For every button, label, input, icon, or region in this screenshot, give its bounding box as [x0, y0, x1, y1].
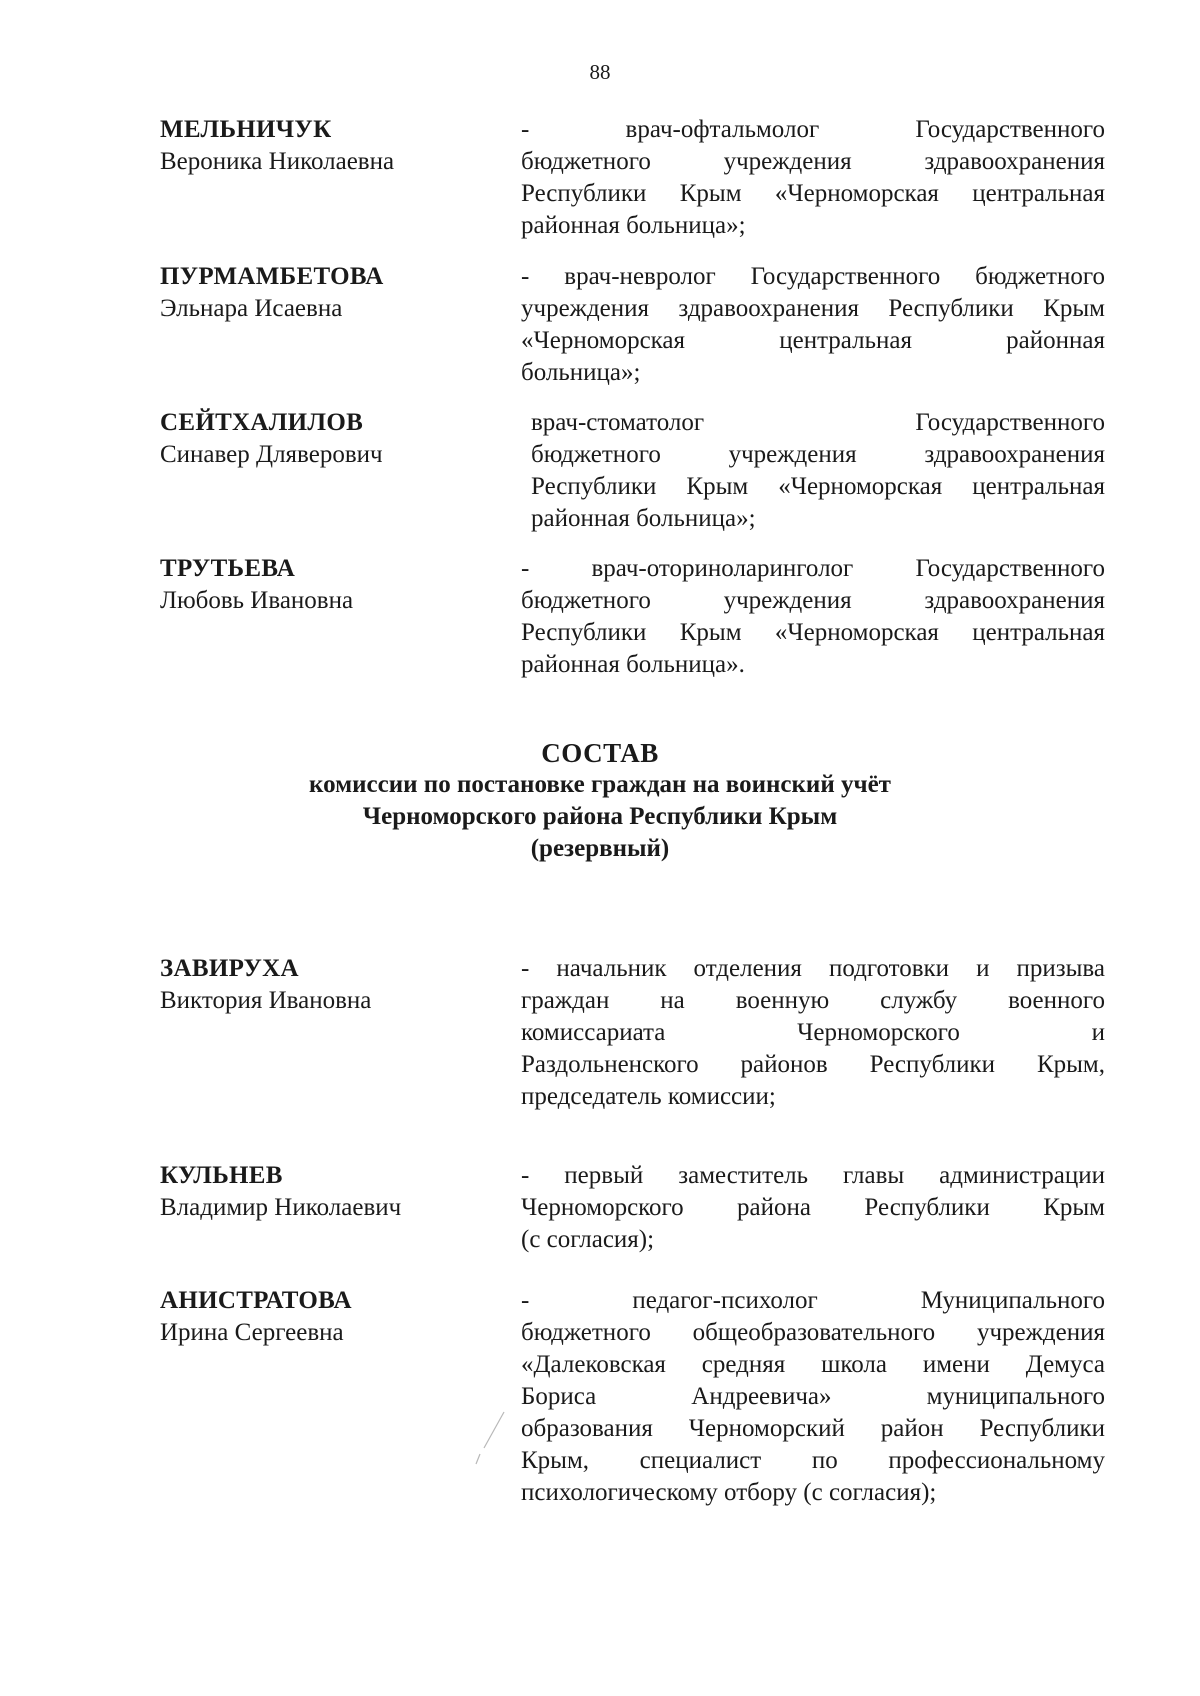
member-given-name: Виктория Ивановна — [160, 987, 372, 1014]
description-line: - врач-оториноларинголог Государственного — [521, 555, 1105, 582]
member-person — [160, 1285, 490, 1349]
description-line: Крым, специалист по профессиональному — [521, 1447, 1105, 1474]
description-line: бюджетного учреждения здравоохранения — [531, 441, 1105, 468]
member-description — [521, 553, 1105, 681]
member-description — [531, 407, 1105, 535]
heading-line: Черноморского района Республики Крым — [362, 803, 838, 830]
heading-line: комиссии по постановке граждан на воинский учёт — [309, 771, 891, 798]
description-line: - педагог-психолог Муниципального — [521, 1287, 1105, 1314]
description-line: комиссариата Черноморского и — [521, 1019, 1105, 1046]
description-line: районная больница». — [521, 651, 745, 678]
member-given-name: Владимир Николаевич — [160, 1194, 402, 1221]
member-person — [160, 553, 490, 617]
scan-artifact-mark — [470, 1408, 510, 1468]
member-person — [160, 261, 490, 325]
description-line: - начальник отделения подготовки и призыва — [521, 955, 1105, 982]
member-surname: МЕЛЬНИЧУК — [160, 116, 332, 143]
member-surname: ЗАВИРУХА — [160, 955, 299, 982]
description-line: - врач-невролог Государственного бюджетного — [521, 263, 1105, 290]
member-surname: ТРУТЬЕВА — [160, 555, 296, 582]
description-line: «Черноморская центральная районная — [521, 327, 1105, 354]
member-surname: АНИСТРАТОВА — [160, 1287, 352, 1314]
member-description — [521, 261, 1105, 389]
description-line: Раздольненского районов Республики Крым, — [521, 1051, 1105, 1078]
description-line: «Далековская средняя школа имени Демуса — [521, 1351, 1105, 1378]
member-description — [521, 1285, 1105, 1509]
section-heading — [0, 737, 1200, 865]
member-description — [521, 953, 1105, 1113]
description-line: районная больница»; — [521, 212, 746, 239]
description-line: больница»; — [521, 359, 641, 386]
member-given-name: Любовь Ивановна — [160, 587, 354, 614]
member-given-name: Ирина Сергеевна — [160, 1319, 344, 1346]
description-line: бюджетного общеобразовательного учреждения — [521, 1319, 1105, 1346]
description-line: учреждения здравоохранения Республики Крым — [521, 295, 1105, 322]
member-person — [160, 407, 490, 471]
description-line: - первый заместитель главы администрации — [521, 1162, 1105, 1189]
member-given-name: Эльнара Исаевна — [160, 295, 343, 322]
description-line: (с согласия); — [521, 1226, 655, 1253]
member-given-name: Синавер Дляверович — [160, 441, 383, 468]
member-description — [521, 1160, 1105, 1256]
description-line: районная больница»; — [531, 505, 756, 532]
description-line: граждан на военную службу военного — [521, 987, 1105, 1014]
member-person — [160, 1160, 490, 1224]
description-line: бюджетного учреждения здравоохранения — [521, 587, 1105, 614]
description-line: бюджетного учреждения здравоохранения — [521, 148, 1105, 175]
member-surname: ПУРМАМБЕТОВА — [160, 263, 384, 290]
description-line: Республики Крым «Черноморская центральная — [531, 473, 1105, 500]
heading-line: (резервный) — [530, 835, 670, 862]
member-description — [521, 114, 1105, 242]
description-line: Бориса Андреевича» муниципального — [521, 1383, 1105, 1410]
description-line: - врач-офтальмолог Государственного — [521, 116, 1105, 143]
page-number: 88 — [589, 60, 611, 84]
heading-title: СОСТАВ — [541, 738, 659, 768]
member-given-name: Вероника Николаевна — [160, 148, 395, 175]
member-surname: КУЛЬНЕВ — [160, 1162, 283, 1189]
description-line: врач-стоматолог Государственного — [531, 409, 1105, 436]
description-line: образования Черноморский район Республики — [521, 1415, 1105, 1442]
description-line: психологическому отбору (с согласия); — [521, 1479, 937, 1506]
description-line: Республики Крым «Черноморская центральная — [521, 619, 1105, 646]
description-line: председатель комиссии; — [521, 1083, 776, 1110]
member-surname: СЕЙТХАЛИЛОВ — [160, 409, 364, 436]
member-person — [160, 114, 490, 178]
description-line: Республики Крым «Черноморская центральная — [521, 180, 1105, 207]
member-person — [160, 953, 490, 1017]
description-line: Черноморского района Республики Крым — [521, 1194, 1105, 1221]
